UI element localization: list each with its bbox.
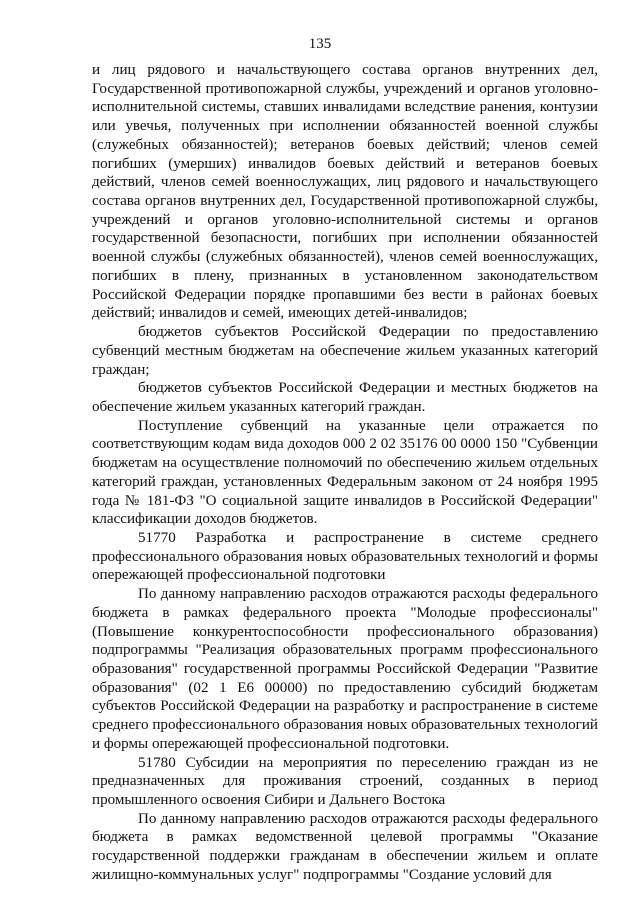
section-heading-51780: 51780 Субсидии на мероприятия по переселению граждан из не предназначенных для проживания строений, созданных в период промышленного освоения Сибири и Дальнего Востока	[92, 754, 598, 809]
paragraph-subject-budgets-subventions: бюджетов субъектов Российской Федерации по предоставлению субвенций местным бюджетам на обеспечение жильем указанных категорий граждан;	[92, 324, 598, 378]
paragraph-beneficiary-categories: и лиц рядового и начальствующего состава органов внутренних дел, Государственной противопожарной службы, учреждений и органов уголовно-исполнительной системы, ставших инвалидами вследствие ранения, контузии или увечья, полученных при исполнении обязанностей военной службы (служебных обязанностей); ветеранов боевых действий; членов семей погибших (умерших) инвалидов боевых действий и ветеранов боевых действий, членов семей военнослужащих, лиц рядового и начальствующего состава органов внутренних дел, Государственной противопожарной службы, учреждений и органов уголовно-исполнительной системы и органов государственной безопасности, погибших при исполнении обязанностей военной службы (служебных обязанностей), членов семей военнослужащих, погибших в плену, признанных в установленном законодательством Российской Федерации порядке пропавшими без вести в районах боевых действий; инвалидов и семей, имеющих детей-инвалидов;	[92, 62, 598, 322]
document-body	[92, 61, 598, 885]
section-heading-51770: 51770 Разработка и распространение в системе среднего профессионального образования новых образовательных технологий и формы опережающей профессиональной подготовки	[92, 529, 598, 584]
paragraph-subject-and-local-budgets: бюджетов субъектов Российской Федерации и местных бюджетов на обеспечение жильем указанных категорий граждан.	[92, 380, 598, 415]
paragraph-income-codes: Поступление субвенций на указанные цели отражается по соответствующим кодам вида доходов 000 2 02 35176 00 0000 150 "Субвенции бюджетам на осуществление полномочий по обеспечению жильем отдельных категорий граждан, установленных Федеральным законом от 24 ноября 1995 года № 181-ФЗ "О социальной защите инвалидов в Российской Федерации" классификации доходов бюджетов.	[92, 417, 598, 528]
paragraph-51770-description: По данному направлению расходов отражаются расходы федерального бюджета в рамках федерального проекта "Молодые профессионалы" (Повышение конкурентоспособности профессионального образования) подпрограммы "Реализация образовательных программ профессионального образования" государственной программы Российской Федерации "Развитие образования" (02 1 Е6 00000) по предоставлению субсидий бюджетам субъектов Российской Федерации на разработку и распространение в системе среднего профессионального образования новых образовательных технологий и формы опережающей профессиональной подготовки.	[92, 586, 598, 752]
paragraph-51780-description: По данному направлению расходов отражаются расходы федерального бюджета в рамках ведомственной целевой программы "Оказание государственной поддержки гражданам в обеспечении жильем и оплате жилищно-коммунальных услуг" подпрограммы "Создание условий для	[92, 810, 598, 883]
page-number: 135	[308, 36, 332, 52]
